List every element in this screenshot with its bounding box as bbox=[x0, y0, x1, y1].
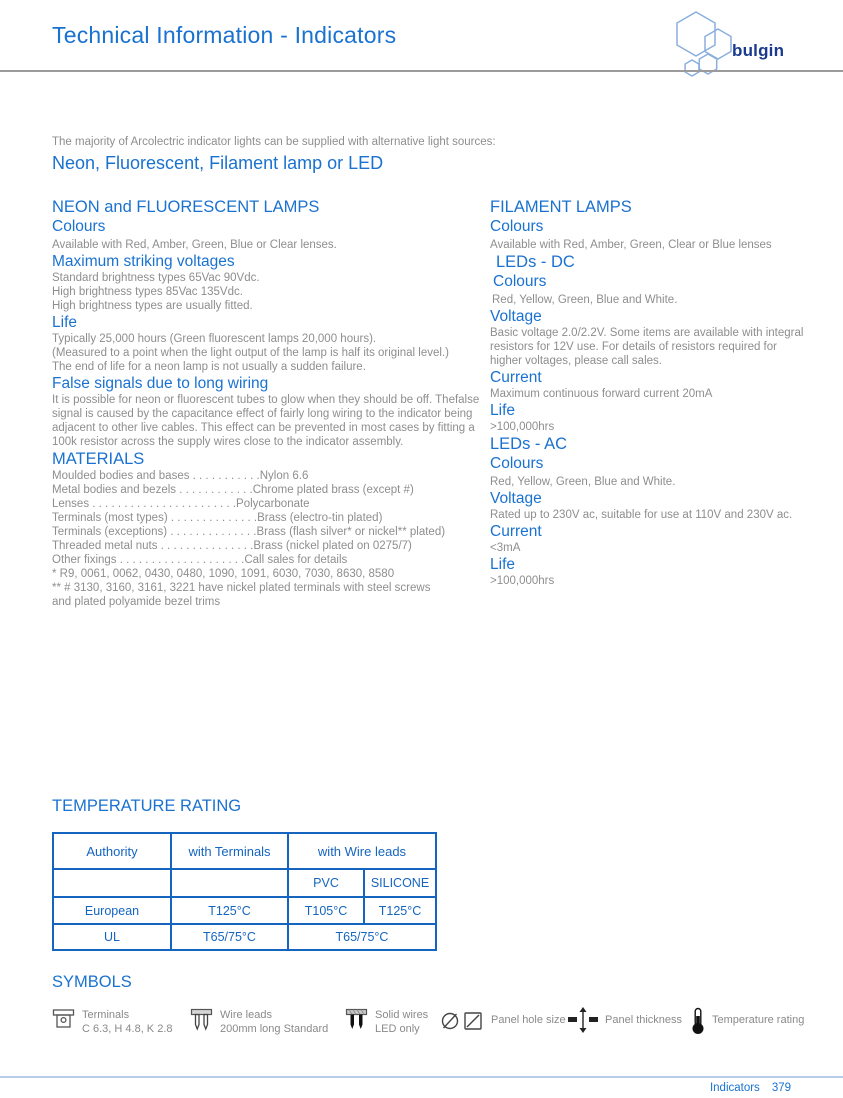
intro-heading: Neon, Fluorescent, Filament lamp or LED bbox=[52, 153, 384, 173]
leds-dc-current-heading: Current bbox=[490, 369, 542, 386]
footer-page-number: 379 bbox=[771, 1082, 791, 1094]
leds-dc-voltage-heading: Voltage bbox=[490, 308, 542, 325]
symbol-wire-leads bbox=[190, 1007, 345, 1040]
symbol-label bbox=[375, 1008, 428, 1036]
table-cell-wire-leads: T65/75°C bbox=[288, 924, 436, 950]
table-header-silicone: SILICONE bbox=[364, 869, 436, 897]
table-cell-terminals: T125°C bbox=[171, 897, 288, 924]
leds-dc-colours-text: Red, Yellow, Green, Blue and White. bbox=[492, 294, 678, 306]
symbol-label-line: Terminals bbox=[82, 1009, 130, 1021]
footer-divider bbox=[0, 1076, 843, 1078]
leds-dc-life-text: >100,000hrs bbox=[490, 421, 555, 433]
symbol-panel-hole-size bbox=[440, 1007, 568, 1038]
symbol-label bbox=[712, 1013, 804, 1027]
intro-block bbox=[52, 136, 496, 174]
symbol-label-line: 200mm long Standard bbox=[220, 1023, 329, 1035]
table-row bbox=[53, 924, 436, 950]
symbol-label bbox=[605, 1013, 682, 1027]
right-column bbox=[490, 197, 835, 588]
leds-ac-current-heading: Current bbox=[490, 523, 542, 540]
footer-section-name: Indicators bbox=[709, 1082, 760, 1094]
materials-line: Terminals (exceptions) . . . . . . . . . . . . . .Brass (flash silver* or nickel** plated) bbox=[52, 526, 446, 538]
leds-ac-life-text: >100,000hrs bbox=[490, 575, 555, 587]
table-header-pvc: PVC bbox=[288, 869, 364, 897]
table-cell-terminals: T65/75°C bbox=[171, 924, 288, 950]
leds-ac-voltage-text: Rated up to 230V ac, suitable for use at 110V and 230V ac. bbox=[490, 509, 793, 521]
materials-line: Threaded metal nuts . . . . . . . . . . . . . . .Brass (nickel plated on 0275/7) bbox=[52, 540, 412, 552]
terminals-icon bbox=[52, 1007, 75, 1040]
leds-dc-life-heading: Life bbox=[490, 402, 515, 419]
footer-page-label bbox=[698, 1082, 791, 1094]
table-row bbox=[53, 897, 436, 924]
table-header-authority: Authority bbox=[53, 833, 171, 869]
table-cell-pvc: T105°C bbox=[288, 897, 364, 924]
header-divider bbox=[0, 70, 843, 72]
table-cell-empty bbox=[171, 869, 288, 897]
neon-life-heading: Life bbox=[52, 314, 77, 331]
materials-line: and plated polyamide bezel trims bbox=[52, 596, 221, 608]
leds-dc-colours-heading: Colours bbox=[493, 273, 547, 290]
left-column bbox=[52, 197, 488, 609]
leds-ac-colours-text: Red, Yellow, Green, Blue and White. bbox=[490, 476, 676, 488]
table-cell-empty bbox=[53, 869, 171, 897]
symbols-section bbox=[52, 972, 812, 1040]
temperature-rating-heading: TEMPERATURE RATING bbox=[52, 797, 242, 815]
symbol-temperature-rating bbox=[691, 1007, 804, 1040]
panel-hole-size-icon bbox=[440, 1007, 484, 1038]
materials-heading: MATERIALS bbox=[52, 450, 145, 468]
leds-ac-voltage-heading: Voltage bbox=[490, 490, 542, 507]
symbol-label bbox=[491, 1013, 566, 1027]
leds-ac-life-heading: Life bbox=[490, 556, 515, 573]
leds-dc-voltage-text: Basic voltage 2.0/2.2V. Some items are available with integral resistors for 12V use. For details of resistors required for higher voltages, please call sales. bbox=[490, 327, 804, 367]
materials-line: ** # 3130, 3160, 3161, 3221 have nickel plated terminals with steel screws bbox=[52, 582, 431, 594]
leds-ac-heading: LEDs - AC bbox=[490, 435, 568, 453]
temperature-rating-icon bbox=[691, 1007, 705, 1040]
striking-line: High brightness types are usually fitted. bbox=[52, 300, 253, 312]
striking-line: High brightness types 85Vac 135Vdc. bbox=[52, 286, 243, 298]
wire-leads-icon bbox=[190, 1007, 213, 1040]
page-title: Technical Information - Indicators bbox=[52, 22, 397, 48]
leds-dc-current-text: Maximum continuous forward current 20mA bbox=[490, 388, 713, 400]
table-cell-authority: European bbox=[53, 897, 171, 924]
materials-line: Other fixings . . . . . . . . . . . . . . . . . . . .Call sales for details bbox=[52, 554, 348, 566]
materials-line: Metal bodies and bezels . . . . . . . . . . . .Chrome plated brass (except #) bbox=[52, 484, 414, 496]
filament-lamps-heading: FILAMENT LAMPS bbox=[490, 198, 632, 216]
leds-dc-heading: LEDs - DC bbox=[496, 253, 575, 271]
striking-line: Standard brightness types 65Vac 90Vdc. bbox=[52, 272, 260, 284]
leds-ac-current-text: <3mA bbox=[490, 542, 521, 554]
false-signals-text: It is possible for neon or fluorescent tubes to glow when they should be off. Thefalse signal is caused by the capacitance effect of fairly long wiring to the indicator being adjacent to other live cables. This effect can be prevented in most cases by fitting a 100k resistor across the supply wires close to the indicator assembly. bbox=[52, 394, 480, 448]
striking-voltages-heading: Maximum striking voltages bbox=[52, 253, 235, 270]
symbols-row bbox=[52, 1007, 812, 1040]
symbol-label-line: Wire leads bbox=[220, 1009, 272, 1021]
materials-line: Terminals (most types) . . . . . . . . . . . . . .Brass (electro-tin plated) bbox=[52, 512, 383, 524]
filament-colours-text: Available with Red, Amber, Green, Clear or Blue lenses bbox=[490, 239, 772, 251]
symbol-label-line: Temperature rating bbox=[712, 1014, 805, 1026]
symbol-terminals bbox=[52, 1007, 190, 1040]
leds-ac-colours-heading: Colours bbox=[490, 455, 544, 472]
intro-text: The majority of Arcolectric indicator lights can be supplied with alternative light sources: bbox=[52, 136, 496, 148]
false-signals-heading: False signals due to long wiring bbox=[52, 375, 269, 392]
symbol-label-line: Panel thickness bbox=[605, 1014, 683, 1026]
symbol-label bbox=[82, 1008, 173, 1036]
symbol-label-line: C 6.3, H 4.8, K 2.8 bbox=[82, 1023, 173, 1035]
temperature-rating-section bbox=[52, 796, 437, 951]
table-cell-silicone: T125°C bbox=[364, 897, 436, 924]
solid-wires-icon bbox=[345, 1007, 368, 1040]
symbol-label-line: Solid wires bbox=[375, 1009, 429, 1021]
symbol-solid-wires bbox=[345, 1007, 440, 1040]
neon-life-line: Typically 25,000 hours (Green fluorescent lamps 20,000 hours). bbox=[52, 333, 377, 345]
bulgin-logo bbox=[668, 4, 784, 91]
filament-colours-heading: Colours bbox=[490, 218, 544, 235]
symbol-label bbox=[220, 1008, 328, 1036]
neon-colours-text: Available with Red, Amber, Green, Blue or Clear lenses. bbox=[52, 239, 337, 251]
table-cell-authority: UL bbox=[53, 924, 171, 950]
table-header-with-terminals: with Terminals bbox=[171, 833, 288, 869]
neon-life-line: (Measured to a point when the light output of the lamp is half its original level.) bbox=[52, 347, 449, 359]
neon-colours-heading: Colours bbox=[52, 218, 106, 235]
temperature-rating-table bbox=[52, 832, 437, 951]
materials-line: Moulded bodies and bases . . . . . . . . . . .Nylon 6.6 bbox=[52, 470, 309, 482]
materials-line: Lenses . . . . . . . . . . . . . . . . . . . . . . .Polycarbonate bbox=[52, 498, 310, 510]
symbol-label-line: Panel hole size bbox=[491, 1014, 566, 1026]
neon-fluorescent-heading: NEON and FLUORESCENT LAMPS bbox=[52, 198, 320, 216]
materials-line: * R9, 0061, 0062, 0430, 0480, 1090, 1091, 6030, 7030, 8630, 8580 bbox=[52, 568, 395, 580]
neon-life-line: The end of life for a neon lamp is not usually a sudden failure. bbox=[52, 361, 366, 373]
table-header-with-wire-leads: with Wire leads bbox=[288, 833, 436, 869]
symbol-panel-thickness bbox=[568, 1007, 691, 1038]
symbol-label-line: LED only bbox=[375, 1023, 420, 1035]
panel-thickness-icon bbox=[568, 1007, 598, 1038]
symbols-heading: SYMBOLS bbox=[52, 973, 132, 991]
bulgin-logo-text: bulgin bbox=[732, 40, 785, 60]
